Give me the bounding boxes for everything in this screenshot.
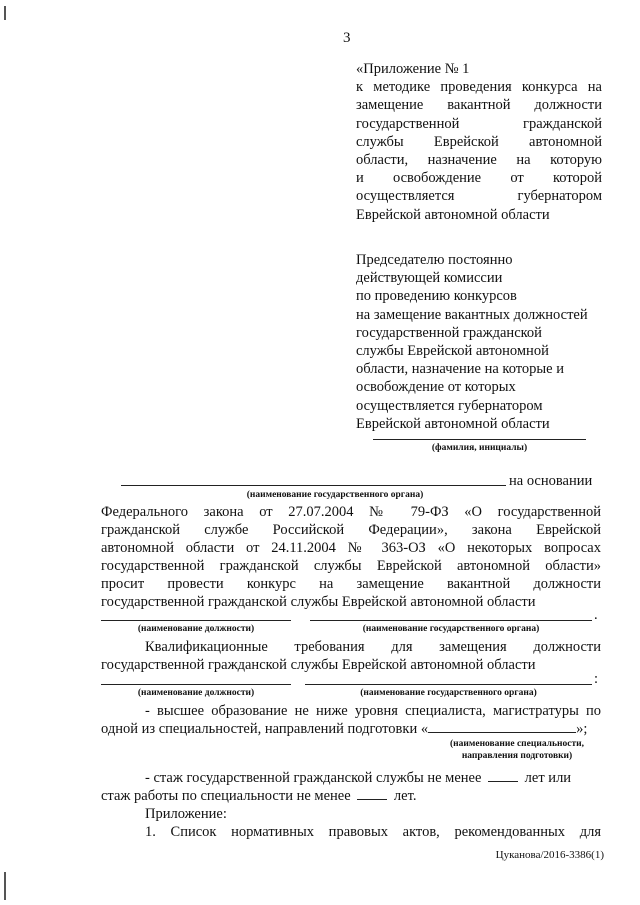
appendix-line: Еврейской автономной области: [356, 206, 550, 223]
organ-fill-line[interactable]: [121, 485, 506, 486]
experience-line-2: [101, 787, 416, 805]
scan-margin-mark: [4, 6, 6, 20]
text-line: просит провести конкурс на замещение вакантной должности: [101, 576, 601, 592]
addressee-line: по проведению конкурсов: [356, 288, 517, 305]
education-line-2: [101, 720, 587, 738]
paragraph-2: [101, 638, 601, 674]
footer-reference: Цуканова/2016-3386(1): [495, 849, 604, 861]
addressee-line: службы Еврейской автономной: [356, 343, 549, 360]
text-line: гражданской службе Российской Федерации», закона Еврейской: [101, 522, 601, 538]
text-line: автономной области от 24.11.2004 № 363-ОЗ «О некоторых вопросах: [101, 540, 601, 556]
attachment-list: [145, 823, 601, 841]
appendix-line: замещение вакантной должности: [356, 97, 602, 114]
experience-text-end: лет или: [524, 770, 572, 786]
appendix-line: осуществляется губернатором: [356, 188, 602, 205]
specialty-fill-line[interactable]: [428, 720, 576, 733]
name-fill-line[interactable]: [373, 439, 586, 440]
text-line: государственной гражданской службы Еврейской автономной области: [101, 594, 536, 610]
addressee-line: Председателю постоянно: [356, 252, 513, 268]
addressee-line: государственной гражданской: [356, 324, 542, 341]
experience-text-2-end: лет.: [393, 788, 417, 804]
text-line: Квалификационные требования для замещения должности: [145, 639, 601, 655]
text-line: Федерального закона от 27.07.2004 № 79-ФЗ «О государственной: [101, 504, 601, 520]
text-line: государственной гражданской службы Еврейской автономной области: [101, 657, 536, 673]
page-number: 3: [343, 30, 351, 46]
education-requirement: [101, 702, 601, 720]
text-line: - высшее образование не ниже уровня специалиста, магистратуры по: [145, 703, 601, 719]
experience-line-1: [145, 769, 571, 787]
organ-caption-3: (наименование государственного органа): [360, 688, 537, 698]
addressee-line: освобождение от которых: [356, 379, 516, 396]
attachment-item: 1. Список нормативных правовых актов, рекомендованных для: [145, 824, 601, 840]
education-prefix: одной из специальностей, направлений подготовки «: [101, 721, 429, 737]
work-years-fill[interactable]: [357, 787, 387, 800]
education-suffix: »;: [576, 721, 588, 737]
appendix-line: государственной гражданской: [356, 115, 602, 132]
experience-text-2: стаж работы по специальности не менее: [101, 788, 351, 804]
attachment-label: Приложение:: [145, 806, 227, 822]
scan-margin-mark-bottom: [4, 872, 6, 900]
organ-fill-line-3[interactable]: [305, 684, 592, 685]
specialty-caption-1: (наименование специальности,: [450, 739, 584, 749]
appendix-header: [356, 60, 602, 224]
position-caption-2: (наименование должности): [137, 688, 255, 698]
name-caption: (фамилия, инициалы): [431, 443, 528, 453]
organ-fill-line-2[interactable]: [310, 620, 592, 621]
paragraph-1: [101, 503, 601, 611]
colon-mark: :: [594, 671, 599, 687]
addressee-line: действующей комиссии: [356, 270, 503, 287]
addressee-line: на замещение вакантных должностей: [356, 306, 588, 323]
experience-text: - стаж государственной гражданской службы не менее: [145, 770, 482, 786]
dot-mark: .: [594, 607, 598, 623]
addressee-line: Еврейской автономной области: [356, 415, 550, 432]
addressee-line: области, назначение на которые и: [356, 361, 564, 378]
service-years-fill[interactable]: [488, 769, 518, 782]
appendix-line: и освобождение от которой: [356, 170, 602, 187]
appendix-line: «Приложение № 1: [356, 61, 470, 77]
appendix-line: к методике проведения конкурса на: [356, 79, 602, 96]
text-line: государственной гражданской службы Еврейской автономной области»: [101, 558, 601, 574]
on-basis-text: на основании: [509, 473, 593, 489]
organ-caption: (наименование государственного органа): [246, 490, 424, 500]
appendix-line: службы Еврейской автономной: [356, 133, 602, 150]
position-fill-line-2[interactable]: [101, 684, 291, 685]
organ-caption-2: (наименование государственного органа): [362, 624, 540, 634]
appendix-line: области, назначение на которую: [356, 151, 602, 168]
addressee-line: осуществляется губернатором: [356, 397, 543, 414]
addressee-block: [356, 251, 606, 433]
position-fill-line[interactable]: [101, 620, 291, 621]
specialty-caption-2: направления подготовки): [461, 751, 573, 761]
position-caption: (наименование должности): [137, 624, 255, 634]
